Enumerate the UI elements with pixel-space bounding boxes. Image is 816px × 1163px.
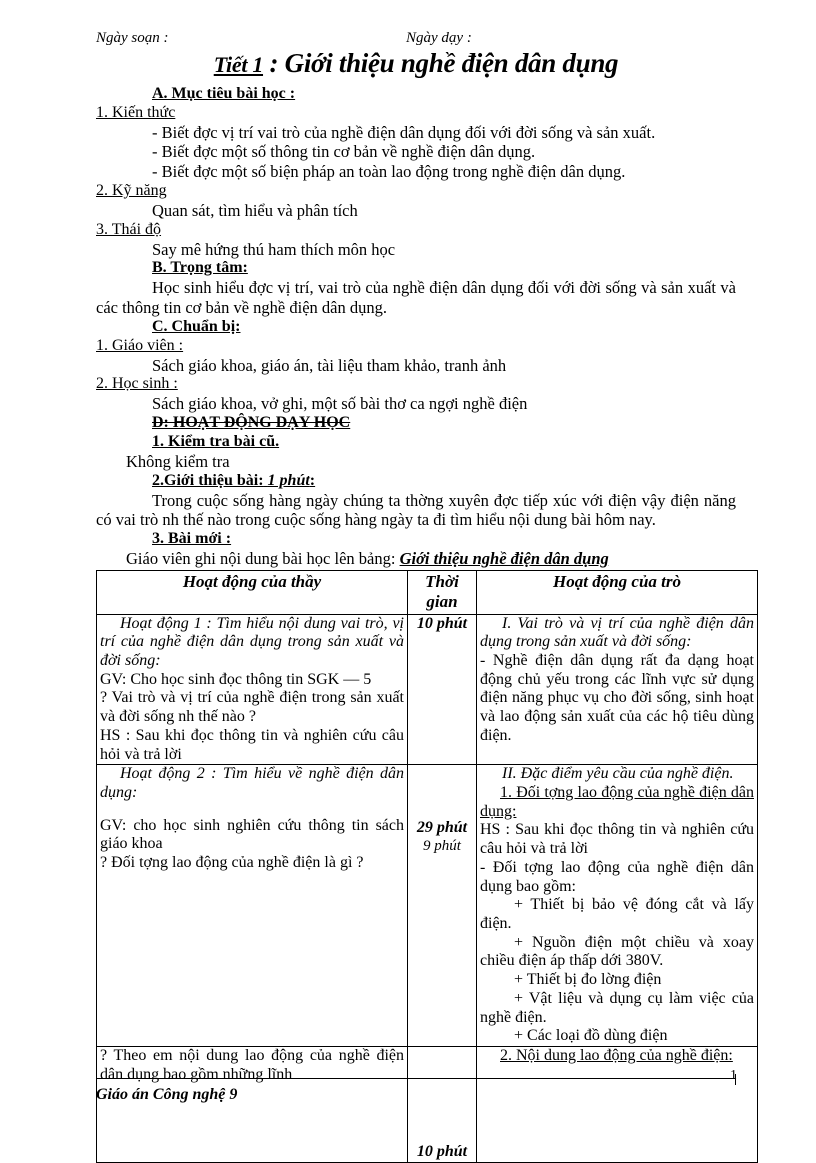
lesson-title: Giới thiệu nghề điện dân dụng xyxy=(284,48,619,79)
cell-paragraph: I. Vai trò và vị trí của nghề điện dân dụng trong sản xuất và đời sống: xyxy=(480,614,754,651)
cell-paragraph: GV: Cho học sinh đọc thông tin SGK — 5 xyxy=(100,670,372,688)
cell-paragraph: 1. Đối tợng lao động của nghề điện dân dụng: xyxy=(480,784,754,820)
table-row xyxy=(97,614,758,765)
date-line xyxy=(96,30,736,47)
board-title: Giới thiệu nghề điện dân dụng xyxy=(399,549,609,568)
cell-paragraph: Hoạt động 2 : Tìm hiểu về nghề điện dân dụng: xyxy=(100,765,404,802)
table-body xyxy=(97,614,758,1162)
cell-paragraph: GV: cho học sinh nghiên cứu thông tin sách giáo khoa xyxy=(100,816,404,853)
page-title xyxy=(96,49,736,79)
objective-item-3: - Biết đợc một số biện pháp an toàn lao động trong nghề điện dân dụng. xyxy=(152,162,626,182)
section-d2-time: 1 phút xyxy=(267,471,310,489)
cell-paragraph: ? Vai trò và vị trí của nghề điện trong sản xuất và đời sống nh thế nào ? xyxy=(100,689,404,726)
cell-paragraph: ? Theo em nội dung lao động của nghề điện dân dụng bao gồm những lĩnh xyxy=(100,1047,404,1083)
section-d3-heading: 3. Bài mới : xyxy=(152,530,232,548)
section-a3-text: Say mê hứng thú ham thích môn học xyxy=(152,239,396,259)
lesson-number: Tiết 1 xyxy=(213,52,264,78)
table-header-row xyxy=(97,570,758,614)
page-number: 1 xyxy=(730,1068,737,1083)
objective-item-1: - Biết đợc vị trí vai trò của nghề điện dân dụng đối với đời sống và sản xuất. xyxy=(152,122,656,142)
cell-paragraph: Hoạt động 1 : Tìm hiểu nội dung vai trò, vị trí của nghề điện dân dụng trong sản xuất và đời sống: xyxy=(100,614,404,669)
section-d2-heading xyxy=(152,472,736,491)
time-value: 10 phút xyxy=(416,1143,468,1161)
section-c1-text: Sách giáo khoa, giáo án, tài liệu tham khảo, tranh ảnh xyxy=(152,355,507,375)
table-row xyxy=(97,765,758,1047)
time-cell xyxy=(408,614,477,765)
cell-paragraph: - Đối tợng lao động của nghề điện dân dụng bao gồm: xyxy=(480,858,754,895)
cell-paragraph: + Các loại đồ dùng điện xyxy=(514,1027,668,1045)
section-a2-text: Quan sát, tìm hiểu và phân tích xyxy=(152,200,358,220)
cell-paragraph: + Nguồn điện một chiều và xoay chiều điện áp thấp dới 380V. xyxy=(480,933,754,970)
column-header-student: Hoạt động của trò xyxy=(477,570,758,614)
section-c2-heading: 2. Học sinh : xyxy=(96,375,178,393)
cell-paragraph: ? Đối tợng lao động của nghề điện là gì ? xyxy=(100,854,364,872)
time-value: 29 phút xyxy=(416,819,468,837)
footer-divider xyxy=(96,1078,736,1079)
lesson-plan-table xyxy=(96,570,758,1163)
cell-paragraph: + Thiết bị đo lờng điện xyxy=(514,971,662,989)
section-b-heading: B. Trọng tâm: xyxy=(152,259,248,277)
table-row xyxy=(97,1047,758,1163)
section-c2-text: Sách giáo khoa, vở ghi, một số bài thơ ca ngợi nghề điện xyxy=(152,394,528,414)
section-d3-lead-line xyxy=(96,549,736,569)
column-header-teacher: Hoạt động của thầy xyxy=(97,570,408,614)
date-taught-label: Ngày dạy : xyxy=(406,30,472,46)
title-separator: : xyxy=(263,48,285,79)
date-prepared-label: Ngày soạn : xyxy=(96,30,169,46)
footer-label: Giáo án Công nghệ 9 xyxy=(96,1086,238,1103)
section-d3-lead: Giáo viên ghi nội dung bài học lên bảng: xyxy=(126,549,396,568)
time-value: 10 phút xyxy=(416,614,468,632)
cell-paragraph: + Vật liệu và dụng cụ làm việc của nghề điện. xyxy=(480,989,754,1026)
objective-item-2: - Biết đợc một số thông tin cơ bản về nghề điện dân dụng. xyxy=(152,142,536,162)
section-d1-text: Không kiểm tra xyxy=(126,451,230,471)
section-d-heading: D: HOẠT ĐỘNG DẠY HỌC xyxy=(152,414,351,432)
column-header-time: Thời gian xyxy=(408,570,477,614)
section-c1-heading: 1. Giáo viên : xyxy=(96,336,184,354)
document-content xyxy=(96,30,754,1163)
time-value-extra: 9 phút xyxy=(423,838,461,855)
section-d1-heading: 1. Kiểm tra bài cũ. xyxy=(152,432,280,450)
time-cell xyxy=(408,765,477,1047)
cell-paragraph: 2. Nội dung lao động của nghề điện: xyxy=(500,1047,733,1065)
cell-paragraph: HS : Sau khi đọc thông tin và nghiên cứu câu hỏi và trả lời xyxy=(480,821,754,858)
cell-paragraph: + Thiết bị bảo vệ đóng cắt và lấy điện. xyxy=(480,896,754,933)
section-a-heading: A. Mục tiêu bài học : xyxy=(152,84,296,102)
cell-paragraph: - Nghề điện dân dụng rất đa dạng hoạt động chủ yếu trong các lĩnh vực sử dụng điện năng phục vụ cho đời sống, sinh hoạt và lao động sản xuất của các hộ tiêu dùng điện. xyxy=(480,651,754,744)
cell-paragraph: HS : Sau khi đọc thông tin và nghiên cứu câu hỏi và trả lời xyxy=(100,726,404,763)
section-a1-heading: 1. Kiến thức xyxy=(96,103,176,121)
cell-paragraph: II. Đặc điểm yêu cầu của nghề điện. xyxy=(502,765,734,783)
section-b-text: Học sinh hiểu đợc vị trí, vai trò của nghề điện dân dụng đối với đời sống và sản xuất và các thông tin cơ bản về nghề điện dân dụng. xyxy=(96,278,736,318)
section-a2-heading: 2. Kỹ năng xyxy=(96,182,167,200)
section-d2-colon: : xyxy=(309,471,316,489)
section-c-heading: C. Chuẩn bị: xyxy=(152,317,241,335)
spacer xyxy=(100,803,404,817)
time-cell xyxy=(408,1047,477,1163)
section-a3-heading: 3. Thái độ xyxy=(96,220,162,238)
section-d2-text: Trong cuộc sống hàng ngày chúng ta thờng xuyên đợc tiếp xúc với điện vậy điện năng có vai trò nh thế nào trong cuộc sống hàng ngày ta đi tìm hiểu nội dung bài hôm nay. xyxy=(96,490,736,530)
section-d2-label: 2.Giới thiệu bài: xyxy=(152,471,264,489)
